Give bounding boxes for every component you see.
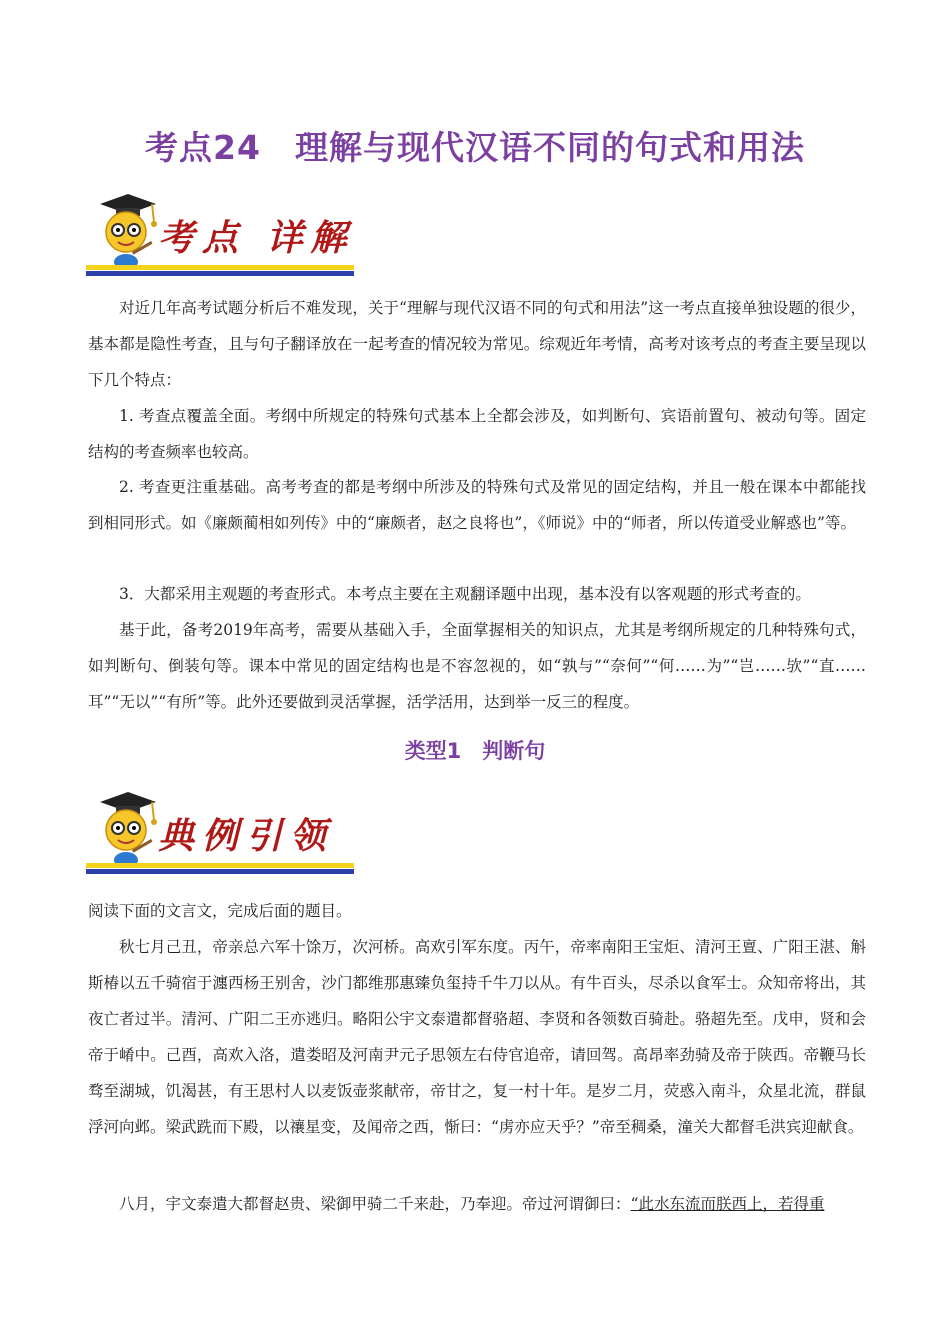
intro-paragraph: 对近几年高考试题分析后不难发现，关于“理解与现代汉语不同的句式和用法”这一考点直接单独设题的很少，基本都是隐性考查，且与句子翻译放在一起考查的情况较为常见。综观近年考情，高考对该考点的考查主要呈现以下几个特点： bbox=[88, 299, 866, 389]
type-heading: 类型1 判断句 bbox=[404, 739, 546, 763]
instruction: 阅读下面的文言文，完成后面的题目。 bbox=[88, 902, 352, 920]
underlined-sentence: “此水东流而朕西上，若得重 bbox=[630, 1195, 825, 1213]
passage-paragraph-1: 秋七月己丑，帝亲总六军十馀万，次河桥。高欢引军东度。丙午，帝率南阳王宝炬、清河王亶、广阳王湛、斛斯椿以五千骑宿于瀍西杨王别舍，沙门都维那惠臻负玺持千牛刀以从。有牛百头，尽杀以食军士。众知帝将出，其夜亡者过半。清河、广阳二王亦逃归。略阳公宇文泰遣都督骆超、李贤和各领数百骑赴。骆超先至。戊申，贤和会帝于崤中。己酉，高欢入洛，遣娄昭及河南尹元子思领左右侍官追帝，请回驾。高昂率劲骑及帝于陕西。帝鞭马长骛至湖城，饥渴甚，有王思村人以麦饭壶浆献帝，帝甘之，复一村十年。是岁二月，荧惑入南斗，众星北流，群鼠浮河向邺。梁武跣而下殿，以禳星变，及闻帝之西，惭曰：“虏亦应天乎？”帝至稠桑，潼关大都督毛洪宾迎献食。 bbox=[88, 938, 866, 1136]
summary-paragraph: 基于此，备考2019年高考，需要从基础入手，全面掌握相关的知识点，尤其是考纲所规定的几种特殊句式，如判断句、倒装句等。课本中常见的固定结构也是不容忽视的，如“孰与”“奈何”“何……为”“岂……欤”“直……耳”“无以”“有所”等。此外还要做到灵活掌握，活学活用，达到举一反三的程度。 bbox=[88, 621, 866, 711]
page-title: 考点24 理解与现代汉语不同的句式和用法 bbox=[145, 128, 805, 167]
passage-lead: 八月，宇文泰遣大都督赵贵、梁御甲骑二千来赴，乃奉迎。帝过河谓御曰： bbox=[119, 1195, 631, 1213]
point-3: 3．大都采用主观题的考查形式。本考点主要在主观翻译题中出现，基本没有以客观题的形式考查的。 bbox=[119, 585, 811, 603]
banner-bar-yellow bbox=[86, 265, 354, 270]
banner-bar-blue bbox=[86, 869, 354, 874]
banner-label: 考点 详解 bbox=[158, 217, 355, 259]
passage-paragraph-2 bbox=[88, 1186, 866, 1222]
section-banner-example bbox=[86, 786, 356, 876]
banner-bar-yellow bbox=[86, 863, 354, 868]
banner-bar-blue bbox=[86, 271, 354, 276]
point-1: 1. 考查点覆盖全面。考纲中所规定的特殊句式基本上全都会涉及，如判断句、宾语前置句、被动句等。固定结构的考查频率也较高。 bbox=[88, 407, 866, 461]
section-banner-detail bbox=[86, 188, 356, 278]
banner-label: 典例引领 bbox=[158, 815, 335, 857]
point-2: 2. 考查更注重基础。高考考查的都是考纲中所涉及的特殊句式及常见的固定结构，并且一般在课本中都能找到相同形式。如《廉颇蔺相如列传》中的“廉颇者，赵之良将也”，《师说》中的“师者，所以传道受业解惑也”等。 bbox=[88, 478, 866, 532]
